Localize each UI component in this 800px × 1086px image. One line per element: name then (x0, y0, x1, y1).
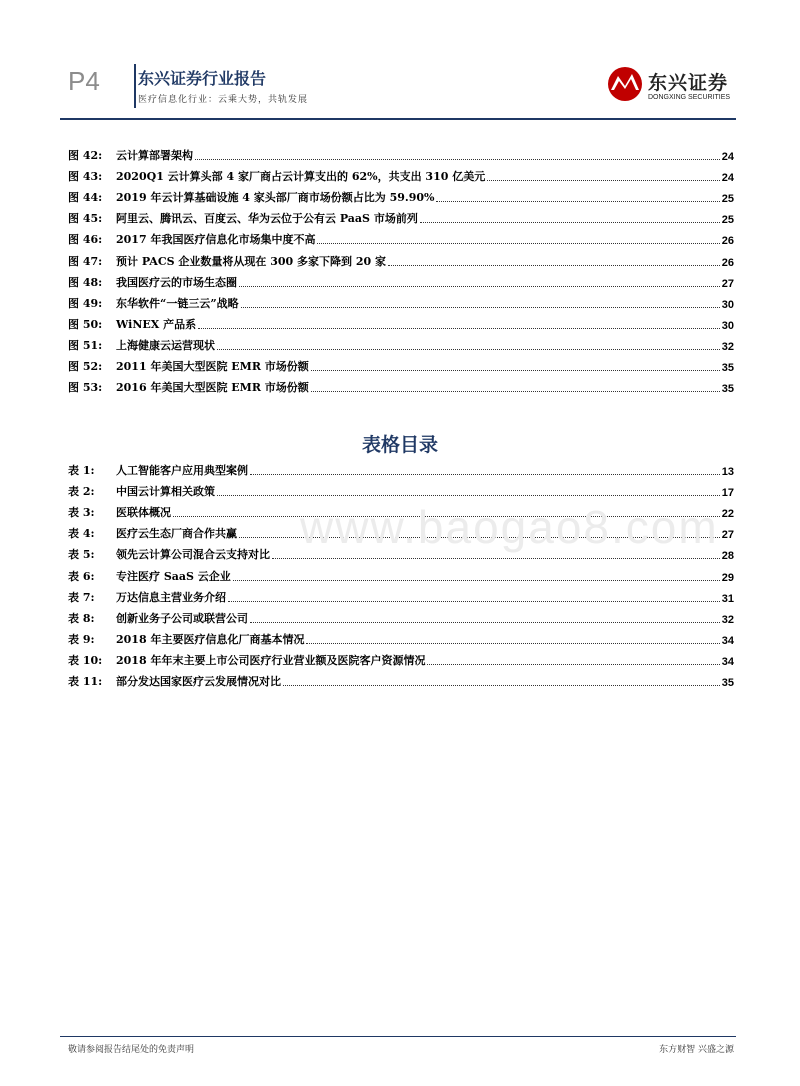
dot-leader (306, 643, 719, 644)
entry-title: 万达信息主营业务介绍 (116, 590, 226, 604)
entry-title: 医联体概况 (116, 506, 171, 520)
report-title: 东兴证券行业报告 (138, 69, 267, 88)
entry-title: 2017 年我国医疗信息化市场集中度不高 (116, 233, 316, 247)
table-entry[interactable] (68, 671, 734, 689)
figure-entry[interactable] (68, 293, 734, 311)
logo-emblem-icon (606, 64, 644, 104)
entry-label: 表 5: (68, 548, 95, 562)
entry-page: 29 (721, 571, 734, 584)
entry-page: 34 (721, 634, 734, 647)
entry-page: 30 (721, 298, 734, 311)
dot-leader (239, 286, 720, 287)
entry-page: 22 (721, 508, 734, 521)
entry-label: 表 3: (68, 506, 95, 520)
dot-leader (233, 580, 720, 581)
entry-label: 图 53: (68, 381, 103, 395)
entry-label: 图 52: (68, 360, 103, 373)
entry-label: 图 46: (68, 233, 103, 247)
figure-entry[interactable] (68, 356, 734, 374)
entry-label: 表 6: (68, 569, 95, 583)
table-entry[interactable] (68, 566, 734, 584)
entry-label: 表 9: (68, 632, 95, 646)
entry-page: 34 (721, 655, 734, 668)
entry-title: 人工智能客户应用典型案例 (116, 464, 248, 477)
entry-page: 24 (721, 151, 734, 163)
footer-rule (60, 1036, 736, 1037)
entry-page: 30 (721, 319, 734, 332)
table-entry[interactable] (68, 608, 734, 626)
dot-leader (487, 180, 720, 181)
entry-title: 2018 年主要医疗信息化厂商基本情况 (116, 632, 305, 646)
dot-leader (250, 474, 720, 475)
dot-leader (272, 558, 720, 559)
logo-text-en: DONGXING SECURITIES (648, 94, 731, 101)
dot-leader (241, 307, 720, 308)
entry-page: 25 (721, 193, 734, 206)
dot-leader (250, 622, 720, 623)
entry-page: 17 (721, 487, 734, 500)
entry-title: 2018 年年末主要上市公司医疗行业营业额及医院客户资源情况 (116, 653, 426, 667)
entry-title: 专注医疗 SaaS 云企业 (116, 569, 231, 583)
figure-entry[interactable] (68, 272, 734, 290)
entry-title: 领先云计算公司混合云支持对比 (116, 548, 270, 562)
entry-title: 我国医疗云的市场生态圈 (116, 275, 237, 289)
entry-page: 35 (721, 362, 734, 374)
entry-page: 31 (721, 592, 734, 605)
entry-title: 2011 年美国大型医院 EMR 市场份额 (116, 360, 309, 373)
entry-label: 图 45: (68, 212, 103, 226)
header-divider (134, 64, 136, 108)
dot-leader (217, 349, 720, 350)
dot-leader (317, 243, 719, 244)
entry-title: 医疗云生态厂商合作共赢 (116, 527, 237, 541)
entry-title: 云计算部署架构 (116, 149, 193, 162)
entry-label: 表 7: (68, 590, 95, 604)
entry-label: 图 42: (68, 149, 103, 162)
entry-title: 部分发达国家医疗云发展情况对比 (116, 675, 281, 688)
entry-title: 2020Q1 云计算头部 4 家厂商占云计算支出的 62%，共支出 310 亿美元 (116, 170, 486, 184)
report-subtitle: 医疗信息化行业：云乘大势，共轨发展 (138, 95, 309, 105)
dot-leader (436, 201, 719, 202)
entry-label: 表 8: (68, 611, 95, 625)
entry-label: 图 50: (68, 317, 103, 331)
table-entry[interactable] (68, 650, 734, 668)
entry-label: 表 1: (68, 464, 95, 477)
logo-text-cn: 东兴证券 (648, 72, 729, 94)
entry-title: 2019 年云计算基础设施 4 家头部厂商市场份额占比为 59.90% (116, 191, 435, 205)
entry-title: 东华软件“一链三云”战略 (116, 296, 239, 310)
entry-label: 表 4: (68, 527, 95, 541)
entry-page: 35 (721, 383, 734, 396)
figure-entry[interactable] (68, 187, 734, 205)
page-number: P4 (68, 66, 100, 96)
dot-leader (228, 601, 720, 602)
entry-page: 26 (721, 256, 734, 269)
footer-slogan: 东方财智 兴盛之源 (659, 1045, 734, 1055)
entry-page: 24 (721, 172, 734, 185)
entry-title: 阿里云、腾讯云、百度云、华为云位于公有云 PaaS 市场前列 (116, 212, 418, 226)
dot-leader (198, 328, 720, 329)
table-entry[interactable] (68, 481, 734, 499)
figure-entry[interactable] (68, 251, 734, 269)
page-header (60, 62, 736, 114)
entry-label: 图 43: (68, 170, 103, 184)
dot-leader (195, 159, 720, 160)
table-entry[interactable] (68, 629, 734, 647)
footer-disclaimer: 敬请参阅报告结尾处的免责声明 (68, 1045, 195, 1055)
entry-title: 上海健康云运营现状 (116, 338, 215, 352)
dot-leader (283, 685, 720, 686)
dot-leader (420, 222, 720, 223)
entry-title: 中国云计算相关政策 (116, 485, 215, 499)
entry-page: 28 (721, 550, 734, 563)
entry-page: 27 (721, 529, 734, 542)
figure-entry[interactable] (68, 335, 734, 353)
entry-label: 图 49: (68, 296, 103, 310)
entry-page: 25 (721, 214, 734, 227)
entry-page: 35 (721, 677, 734, 689)
dot-leader (427, 664, 719, 665)
header-rule (60, 118, 736, 120)
entry-page: 13 (721, 466, 734, 478)
entry-label: 图 51: (68, 338, 103, 352)
figure-entry[interactable] (68, 145, 734, 163)
dot-leader (217, 495, 720, 496)
entry-page: 27 (721, 277, 734, 290)
entry-label: 表 11: (68, 675, 103, 688)
table-entry[interactable] (68, 587, 734, 605)
entry-title: 预计 PACS 企业数量将从现在 300 多家下降到 20 家 (116, 254, 386, 268)
entry-label: 表 2: (68, 485, 95, 499)
entry-page: 32 (721, 340, 734, 353)
entry-label: 图 44: (68, 191, 103, 205)
entry-title: WiNEX 产品系 (116, 317, 197, 331)
dot-leader (388, 265, 720, 266)
entry-page: 26 (721, 235, 734, 248)
entry-label: 图 47: (68, 254, 103, 268)
table-entry[interactable] (68, 460, 734, 478)
entry-title: 2016 年美国大型医院 EMR 市场份额 (116, 381, 309, 395)
entry-label: 图 48: (68, 275, 103, 289)
dot-leader (311, 370, 720, 371)
figure-entry[interactable] (68, 208, 734, 226)
figure-entry[interactable] (68, 229, 734, 247)
entry-page: 32 (721, 613, 734, 626)
company-logo (606, 62, 736, 108)
tables-section-title: 表格目录 (361, 434, 438, 456)
figure-entry[interactable] (68, 166, 734, 184)
figure-entry[interactable] (68, 314, 734, 332)
entry-label: 表 10: (68, 653, 103, 667)
dot-leader (311, 391, 720, 392)
figure-entry[interactable] (68, 377, 734, 395)
entry-title: 创新业务子公司或联营公司 (116, 611, 248, 625)
watermark: www.baogao8.com (300, 501, 719, 553)
